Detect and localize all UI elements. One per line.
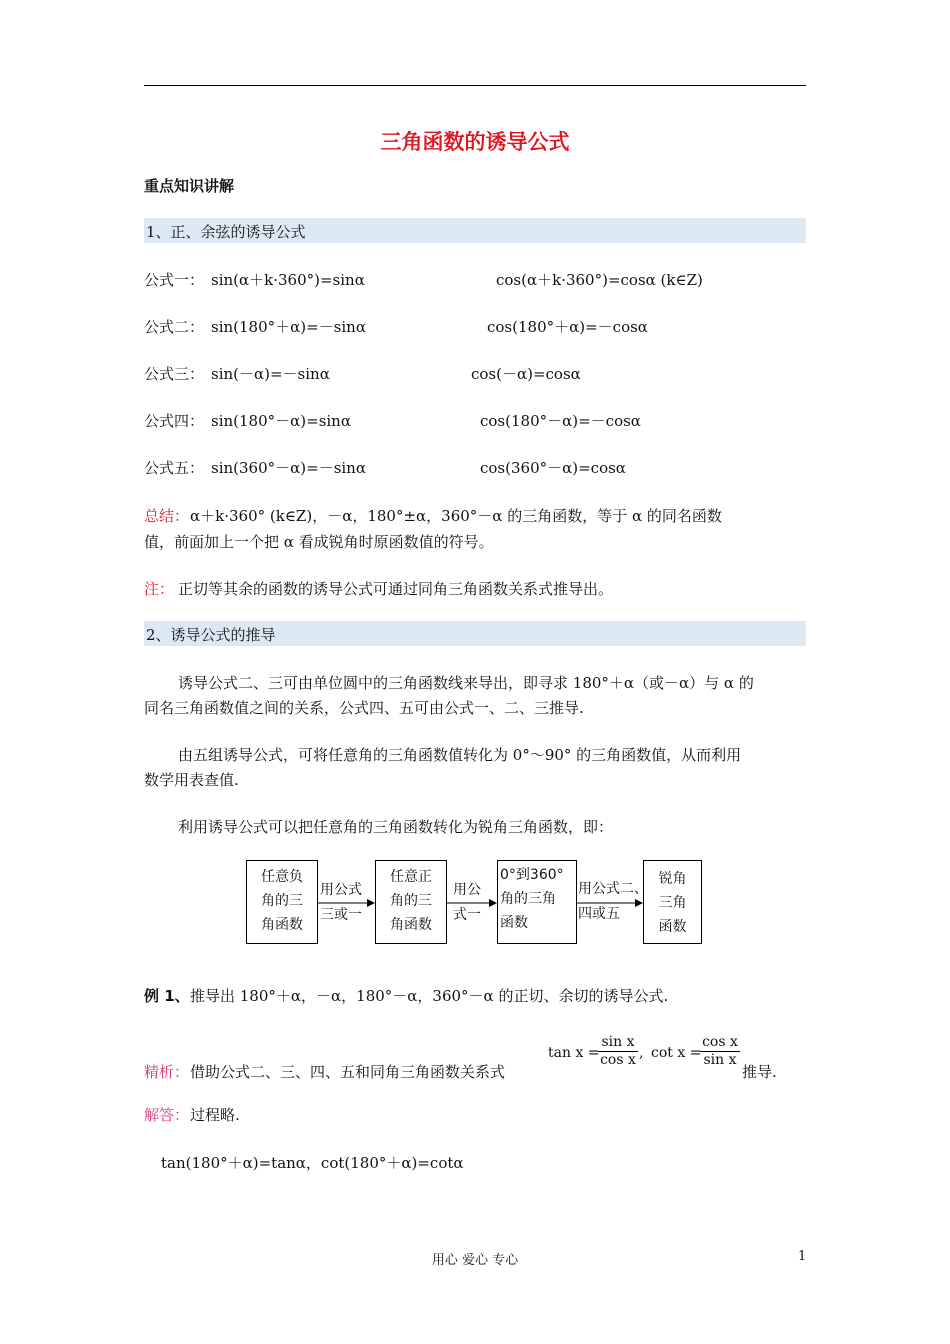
formula-5-cos: cos(360°－α)=cosα — [480, 459, 626, 477]
result-formula: tan(180°＋α)=tanα，cot(180°＋α)=cotα — [161, 1154, 464, 1172]
tan-denominator: cos x — [598, 1051, 638, 1068]
formula-4-sin: sin(180°－α)=sinα — [211, 412, 351, 430]
flow-box-2-line-2: 角的三 — [390, 893, 432, 909]
formula-1-label: 公式一： — [144, 271, 205, 289]
flow-arrow-2-label-top: 用公 — [453, 882, 481, 898]
formula-1-cos: cos(α＋k·360°)=cosα (k∈Z) — [496, 271, 703, 289]
tan-numerator: sin x — [601, 1034, 635, 1050]
formula-3-sin: sin(－α)=－sinα — [211, 365, 330, 383]
cot-fraction — [700, 1034, 740, 1068]
cot-numerator: cos x — [702, 1034, 738, 1050]
flow-arrow-3-label-top: 用公式二、 — [578, 881, 648, 897]
flow-box-4-line-1: 锐角 — [658, 871, 687, 887]
summary-label: 总结： — [144, 507, 190, 525]
answer-text: 过程略. — [190, 1106, 240, 1124]
flow-box-2-line-3: 角函数 — [390, 917, 432, 933]
tan-lhs: tan x = — [548, 1045, 600, 1061]
cot-lhs: cot x = — [651, 1045, 702, 1061]
section-heading: 重点知识讲解 — [144, 177, 235, 195]
footer-text: 用心 爱心 专心 — [431, 1253, 519, 1268]
example-label: 例 1、 — [144, 987, 190, 1005]
flow-box-1-line-3: 角函数 — [261, 917, 303, 933]
example-text: 推导出 180°＋α，－α，180°－α，360°－α 的正切、余切的诱导公式. — [190, 987, 669, 1005]
flow-box-3-line-3: 函数 — [500, 915, 528, 931]
flow-box-4-line-3: 函数 — [658, 919, 687, 935]
tan-fraction — [598, 1034, 638, 1068]
note-text: 正切等其余的函数的诱导公式可通过同角三角函数关系式推导出。 — [178, 580, 614, 598]
formula-5-label: 公式五： — [144, 459, 205, 477]
flow-box-1-line-1: 任意负 — [261, 869, 303, 885]
formula-4-cos: cos(180°－α)=－cosα — [480, 412, 641, 430]
formula-2-cos: cos(180°＋α)=－cosα — [487, 318, 648, 336]
paragraph-2-line-1: 由五组诱导公式，可将任意角的三角函数值转化为 0°～90° 的三角函数值，从而利用 — [178, 746, 742, 764]
paragraph-1-line-1: 诱导公式二、三可由单位圆中的三角函数线来导出，即寻求 180°＋α（或－α）与 α 的 — [178, 674, 754, 692]
summary-line-2: 值，前面加上一个把 α 看成锐角时原函数值的符号。 — [144, 533, 494, 551]
analysis-tail: 推导. — [742, 1063, 777, 1081]
flow-arrow-3-label-bottom: 四或五 — [578, 906, 620, 922]
formula-3-cos: cos(－α)=cosα — [471, 365, 581, 383]
paragraph-1-line-2: 同名三角函数值之间的关系，公式四、五可由公式一、二、三推导. — [144, 699, 584, 717]
paragraph-2-line-2: 数学用表查值. — [144, 771, 239, 789]
page-number: 1 — [798, 1249, 807, 1264]
document-title: 三角函数的诱导公式 — [380, 130, 570, 154]
formula-2-label: 公式二： — [144, 318, 205, 336]
formula-5-sin: sin(360°－α)=－sinα — [211, 459, 366, 477]
formula-2-sin: sin(180°＋α)=－sinα — [211, 318, 366, 336]
cot-denominator: sin x — [700, 1051, 740, 1068]
formula-4-label: 公式四： — [144, 412, 205, 430]
formula-3-label: 公式三： — [144, 365, 205, 383]
flow-arrow-1-label-top: 用公式 — [320, 882, 362, 898]
section-band-1-title: 1、正、余弦的诱导公式 — [146, 223, 306, 241]
flow-arrow-1-label-bottom: 三或一 — [320, 907, 362, 923]
analysis-label: 精析： — [144, 1063, 190, 1081]
summary-line-1: α＋k·360° (k∈Z)，－α，180°±α，360°－α 的三角函数，等于 α 的同名函数 — [190, 507, 722, 525]
note-label: 注： — [144, 580, 175, 598]
flow-box-1-line-2: 角的三 — [261, 893, 303, 909]
flow-box-2-line-1: 任意正 — [390, 869, 432, 885]
formula-1-sin: sin(α＋k·360°)=sinα — [211, 271, 365, 289]
answer-label: 解答： — [144, 1106, 190, 1124]
flow-box-4-line-2: 三角 — [658, 895, 687, 911]
fraction-separator: , — [639, 1045, 644, 1061]
section-band-2-title: 2、诱导公式的推导 — [146, 626, 276, 644]
flow-box-3-line-2: 角的三角 — [500, 891, 556, 907]
analysis-text: 借助公式二、三、四、五和同角三角函数关系式 — [190, 1063, 506, 1081]
flow-box-3-line-1: 0°到360° — [500, 867, 564, 883]
flow-arrow-2-label-bottom: 式一 — [453, 907, 481, 923]
paragraph-3: 利用诱导公式可以把任意角的三角函数转化为锐角三角函数，即： — [178, 818, 614, 836]
